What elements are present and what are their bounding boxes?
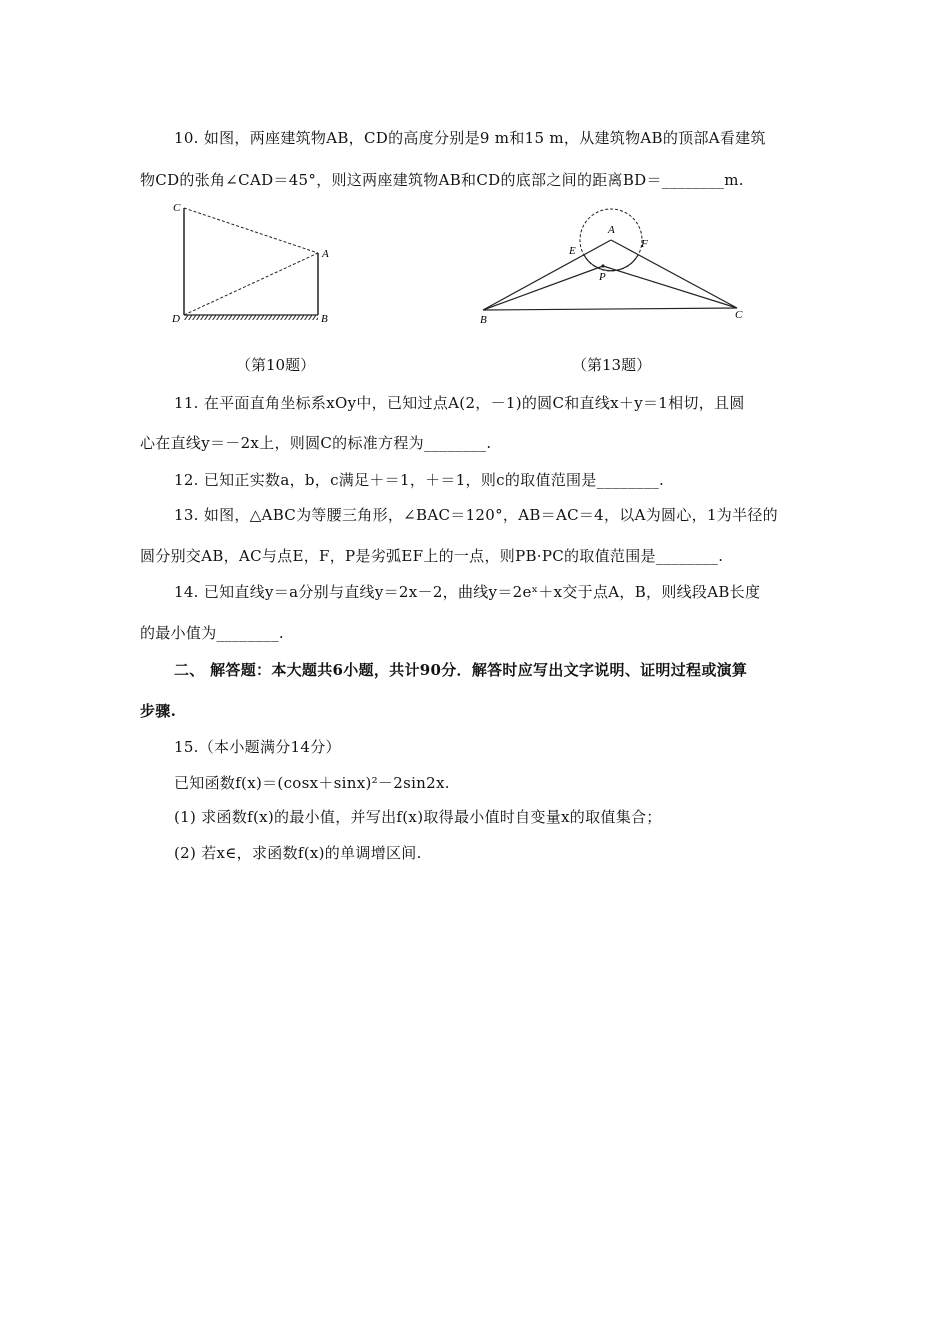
- q11-line1: 11. 在平面直角坐标系xOy中，已知过点A(2，－1)的圆C和直线x＋y＝1相切，且圆: [174, 394, 745, 412]
- section2-line1: 二、 解答题：本大题共6小题，共计90分．解答时应写出文字说明、证明过程或演算: [174, 661, 748, 679]
- label-a: A: [322, 248, 329, 260]
- q13-line2: 圆分别交AB，AC与点E，F，P是劣弧EF上的一点，则PB·PC的取值范围是________.: [140, 547, 724, 565]
- figure-10-caption: （第10题）: [236, 356, 316, 374]
- side-ab: [483, 240, 611, 310]
- q11-line2: 心在直线y＝－2x上，则圆C的标准方程为________.: [140, 434, 492, 452]
- side-bc: [483, 308, 737, 310]
- q10-line1: 10. 如图，两座建筑物AB，CD的高度分别是9 m和15 m，从建筑物AB的顶部A看建筑: [174, 129, 766, 147]
- q10-line2: 物CD的张角∠CAD＝45°，则这两座建筑物AB和CD的底部之间的距离BD＝________m.: [140, 171, 744, 189]
- figure-13-diagram: [475, 200, 755, 330]
- label-c: C: [173, 202, 181, 214]
- q15-title: 15.（本小题满分14分）: [174, 738, 341, 756]
- label-f: F: [641, 238, 648, 250]
- figure-10-diagram: [168, 195, 348, 330]
- label-e: E: [569, 245, 576, 257]
- ground-hatch: [184, 315, 318, 320]
- sight-line-ac: [184, 208, 318, 253]
- label-b: B: [480, 314, 487, 326]
- q15-part1: (1) 求函数f(x)的最小值，并写出f(x)取得最小值时自变量x的取值集合；: [174, 808, 662, 826]
- q14-line1: 14. 已知直线y＝a分别与直线y＝2x－2，曲线y＝2eˣ＋x交于点A，B，则线段AB长度: [174, 583, 761, 601]
- point-p: [601, 264, 604, 267]
- label-a: A: [608, 224, 615, 236]
- q15-part2: (2) 若x∈，求函数f(x)的单调增区间.: [174, 844, 422, 862]
- label-p: P: [599, 271, 606, 283]
- q12-line1: 12. 已知正实数a，b，c满足＋＝1，＋＝1，则c的取值范围是________.: [174, 471, 665, 489]
- label-c: C: [735, 309, 743, 321]
- figure-13-caption: （第13题）: [572, 356, 652, 374]
- label-b: B: [321, 313, 328, 325]
- q13-line1: 13. 如图，△ABC为等腰三角形，∠BAC＝120°，AB＝AC＝4，以A为圆心，1为半径的: [174, 506, 778, 524]
- section2-line2: 步骤.: [140, 702, 177, 720]
- sight-line-ad: [184, 253, 318, 315]
- q14-line2: 的最小值为________.: [140, 624, 284, 642]
- segment-pb: [483, 266, 603, 310]
- label-d: D: [172, 313, 180, 325]
- q15-stem: 已知函数f(x)＝(cosx＋sinx)²－2sin2x.: [174, 774, 450, 792]
